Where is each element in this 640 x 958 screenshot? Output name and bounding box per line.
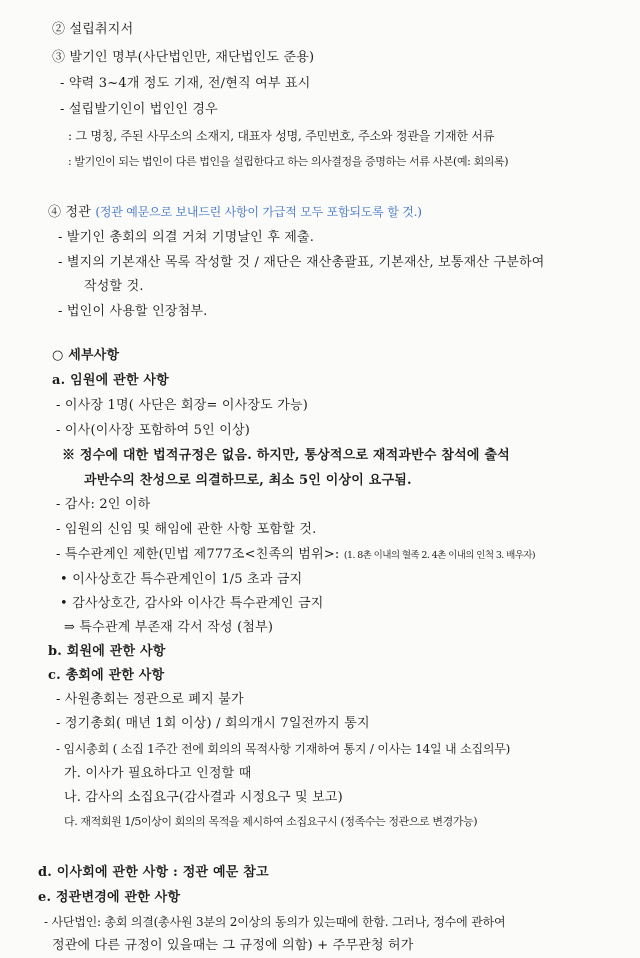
list-item: 가. 이사가 필요하다고 인정할 때 (64, 766, 252, 781)
list-item: - 이사장 1명( 사단은 회장= 이사장도 가능) (56, 398, 309, 413)
list-item: - 감사: 2인 이하 (56, 497, 151, 512)
list-item: - 임시총회 ( 소집 1주간 전에 회의의 목적사항 기재하여 통지 / 이사는 14일 내 소집의무) (56, 742, 511, 756)
list-item: - 이사(이사장 포함하여 5인 이상) (56, 423, 251, 438)
list-item: 다. 재적회원 1/5이상이 회의의 목적을 제시하여 소집요구시 (정족수는 정관으로 변경가능) (64, 815, 478, 828)
item-founder-list: ③ 발기인 명부(사단법인만, 재단법인도 준용) (52, 50, 315, 65)
bullet-item: • 이사상호간 특수관계인이 1/5 초과 금지 (60, 572, 303, 587)
list-item: : 발기인이 되는 법인이 다른 법인을 설립한다고 하는 의사결정을 증명하는 서류 사본(예: 회의록) (68, 155, 509, 168)
list-item: - 정기총회( 매년 1회 이상) / 회의개시 7일전까지 통지 (56, 716, 370, 731)
subsection-heading-officers: a. 임원에 관한 사항 (52, 373, 169, 388)
note-quorum-continuation: 과반수의 찬성으로 의결하므로, 최소 5인 이상이 요구됨. (84, 473, 412, 488)
list-item: - 발기인 총회의 의결 거쳐 기명날인 후 제출. (58, 230, 315, 245)
list-item: 나. 감사의 소집요구(감사결과 시정요구 및 보고) (64, 790, 343, 805)
item-label: ④ 정관 (48, 205, 96, 220)
list-item: - 법인이 사용할 인장첨부. (58, 304, 208, 319)
list-item-continuation: 작성할 것. (84, 279, 144, 294)
bullet-item: • 감사상호간, 감사와 이사간 특수관계인 금지 (60, 596, 324, 611)
subsection-heading-amendment: e. 정관변경에 관한 사항 (38, 890, 181, 905)
list-item-special-relation (56, 546, 535, 565)
subsection-heading-board: d. 이사회에 관한 사항 : 정관 예문 참고 (38, 865, 269, 880)
item-founding-statement: ② 설립취지서 (52, 22, 134, 37)
list-item-text: - 특수관계인 제한(민법 제777조<친족의 범위>: (56, 547, 344, 562)
note-quorum: ※ 정수에 대한 법적규정은 없음. 하지만, 통상적으로 재적과반수 참석에 출석 (62, 448, 510, 463)
blue-note: (정관 예문으로 보내드린 사항이 가급적 모두 포함되도록 할 것.) (95, 205, 422, 219)
list-item: : 그 명칭, 주된 사무소의 소재지, 대표자 성명, 주민번호, 주소와 정관을 기재한 서류 (68, 129, 495, 143)
list-item: - 사원총회는 정관으로 폐지 불가 (56, 692, 244, 707)
item-articles-of-incorporation (48, 203, 422, 222)
list-item: - 설립발기인이 법인인 경우 (60, 102, 218, 117)
subsection-heading-general-meeting: c. 총회에 관한 사항 (48, 668, 165, 683)
list-item: - 별지의 기본재산 목록 작성할 것 / 재단은 재산총괄표, 기본재산, 보통재산 구분하여 (58, 255, 545, 270)
list-item: - 약력 3~4개 정도 기재, 전/현직 여부 표시 (60, 76, 311, 91)
section-heading-details: ○ 세부사항 (52, 348, 120, 363)
subsection-heading-members: b. 회원에 관한 사항 (48, 644, 166, 659)
arrow-item: ⇒ 특수관계 부존재 각서 작성 (첨부) (64, 620, 274, 635)
list-item: - 임원의 신임 및 해임에 관한 사항 포함할 것. (56, 522, 317, 537)
list-item-note: (1. 8촌 이내의 혈족 2. 4촌 이내의 인척 3. 배우자) (343, 550, 535, 561)
list-item: - 사단법인: 총회 의결(총사원 3분의 2이상의 동의가 있는때에 한함. 그러나, 정수에 관하여 (44, 915, 506, 929)
list-item-continuation: 정관에 다른 규정이 있을때는 그 규정에 의함) + 주무관청 허가 (52, 938, 414, 953)
